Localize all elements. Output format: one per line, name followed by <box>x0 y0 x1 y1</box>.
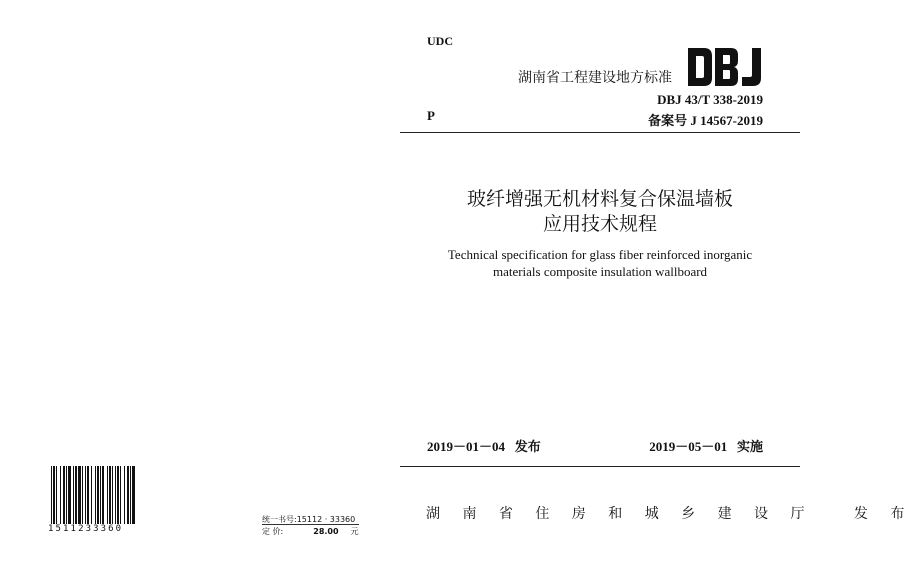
barcode-bar <box>130 466 131 524</box>
barcode-bar <box>100 466 101 524</box>
barcode-bar <box>51 466 52 524</box>
issue-label: 发布 <box>514 440 541 455</box>
book-number: 15112 · 33360 <box>296 515 356 524</box>
barcode-bar <box>95 466 96 524</box>
barcode <box>50 466 138 524</box>
barcode-bar <box>91 466 92 524</box>
barcode-bar <box>117 466 119 524</box>
barcode-bar <box>132 466 135 524</box>
barcode-bar <box>68 466 71 524</box>
barcode-bar <box>127 466 129 524</box>
issue-date: 2019－01－04 <box>427 439 506 454</box>
bottom-divider <box>400 466 800 467</box>
barcode-bar <box>66 466 67 524</box>
book-number-label: 统一书号: <box>262 515 297 524</box>
publisher-row <box>426 503 913 523</box>
barcode-bar <box>109 466 111 524</box>
publisher-action: 发 布 <box>853 506 913 522</box>
price-label: 定 价: <box>262 527 284 536</box>
issue-date-row <box>427 436 541 455</box>
price-unit: 元 <box>350 527 359 536</box>
barcode-digits: 1511233360 <box>48 524 124 534</box>
top-divider <box>400 132 800 133</box>
title-chinese-line2: 应用技术规程 <box>542 213 657 235</box>
barcode-bar <box>97 466 99 524</box>
implement-label: 实施 <box>736 440 763 455</box>
barcode-bar <box>82 466 83 524</box>
barcode-bar <box>87 466 89 524</box>
barcode-bar <box>102 466 104 524</box>
barcode-bar <box>85 466 86 524</box>
p-classification-label: P <box>427 108 435 123</box>
barcode-bar <box>124 466 125 524</box>
barcode-bar <box>120 466 121 524</box>
implement-date: 2019－05－01 <box>649 439 728 454</box>
price-row <box>262 524 359 537</box>
barcode-bar <box>60 466 61 524</box>
udc-label: UDC <box>427 34 453 48</box>
price-value: 28.00 <box>313 527 339 536</box>
barcode-bar <box>73 466 74 524</box>
barcode-bar <box>75 466 77 524</box>
barcode-bar <box>107 466 108 524</box>
dbj-logo <box>686 46 764 88</box>
barcode-bar <box>56 466 57 524</box>
barcode-bar <box>78 466 81 524</box>
publisher-name: 湖 南 省 住 房 和 城 乡 建 设 厅 <box>426 506 814 522</box>
standard-code: DBJ 43/T 338-2019 <box>657 92 763 107</box>
title-english-line2: materials composite insulation wallboard <box>492 264 708 279</box>
title-english-line1: Technical specification for glass fiber reinforced inorganic <box>447 247 753 262</box>
standard-organization-title: 湖南省工程建设地方标准 <box>518 70 672 86</box>
barcode-bar <box>53 466 55 524</box>
title-chinese-line1: 玻纤增强无机材料复合保温墙板 <box>466 188 733 210</box>
barcode-bar <box>115 466 116 524</box>
barcode-bar <box>63 466 65 524</box>
barcode-bar <box>112 466 113 524</box>
implement-date-row <box>649 436 763 455</box>
record-code: 备案号 J 14567-2019 <box>648 113 763 128</box>
